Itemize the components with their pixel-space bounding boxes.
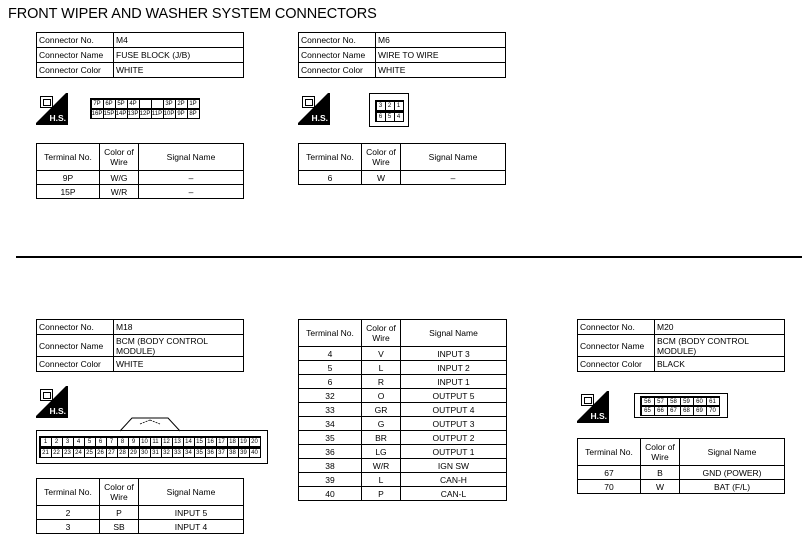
connector-no-value: M6 — [376, 33, 506, 48]
connector-color-label: Connector Color — [37, 357, 114, 372]
connector-pin: 35 — [194, 448, 206, 458]
connector-pin: 6 — [95, 437, 107, 447]
connector-pin: 8 — [117, 437, 129, 447]
connector-pin: 18 — [227, 437, 239, 447]
connector-pin: 3P — [163, 99, 176, 109]
table-row — [299, 347, 507, 361]
connector-pin: 66 — [654, 406, 668, 416]
terminal-no-cell: 6 — [299, 375, 362, 389]
connector-pin: 32 — [161, 448, 173, 458]
wire-color-cell: W/G — [100, 171, 139, 185]
signal-name-cell: CAN-H — [401, 473, 507, 487]
connector-pin: 11 — [150, 437, 162, 447]
connector-pin: 26 — [95, 448, 107, 458]
terminal-no-header: Terminal No. — [578, 439, 641, 466]
table-row — [299, 171, 506, 185]
connector-pin: 16 — [205, 437, 217, 447]
signal-name-header: Signal Name — [680, 439, 785, 466]
wire-color-cell: BR — [362, 431, 401, 445]
connector-pin: 6P — [103, 99, 116, 109]
terminal-no-cell: 5 — [299, 361, 362, 375]
connector-info-m6 — [298, 32, 506, 78]
connector-pin: 69 — [693, 406, 707, 416]
connector-pin: 1P — [187, 99, 200, 109]
connector-pin: 7 — [106, 437, 118, 447]
table-row — [299, 403, 507, 417]
connector-pin: 27 — [106, 448, 118, 458]
wire-color-cell: P — [100, 506, 139, 520]
connector-pin: 36 — [205, 448, 217, 458]
connector-no-value: M4 — [114, 33, 244, 48]
terminal-no-header: Terminal No. — [299, 144, 362, 171]
wire-color-cell: W/R — [100, 185, 139, 199]
connector-pin: 37 — [216, 448, 228, 458]
connector-pin: 29 — [128, 448, 140, 458]
connector-pin: 31 — [150, 448, 162, 458]
hs-icon: H.S. — [577, 391, 609, 423]
connector-face-m18-bottom — [39, 447, 261, 458]
terminal-no-cell: 32 — [299, 389, 362, 403]
connector-pin: 5P — [115, 99, 128, 109]
connector-pin: 10P — [163, 110, 175, 117]
signal-name-cell: IGN SW — [401, 459, 507, 473]
wire-color-cell: G — [362, 417, 401, 431]
signal-name-cell: OUTPUT 3 — [401, 417, 507, 431]
signal-name-header: Signal Name — [139, 144, 244, 171]
connector-pin: 70 — [706, 406, 720, 416]
signal-name-cell: INPUT 4 — [139, 520, 244, 534]
connector-pin: 15P — [103, 110, 115, 117]
connector-pin: 11P — [151, 110, 163, 117]
connector-name-value: FUSE BLOCK (J/B) — [114, 48, 244, 63]
signal-name-cell: INPUT 5 — [139, 506, 244, 520]
connector-pin: 33 — [172, 448, 184, 458]
connector-name-label: Connector Name — [37, 335, 114, 357]
connector-pin: 14 — [183, 437, 195, 447]
connector-pin: 58 — [667, 397, 681, 407]
connector-color-value: WHITE — [114, 357, 244, 372]
connector-pin: 10 — [139, 437, 151, 447]
connector-color-value: WHITE — [114, 63, 244, 78]
connector-pin: 2 — [385, 101, 395, 111]
signal-name-cell: BAT (F/L) — [680, 480, 785, 494]
connector-pin: 59 — [680, 397, 694, 407]
table-row — [578, 466, 785, 480]
connector-name-label: Connector Name — [578, 335, 655, 357]
connector-no-label: Connector No. — [578, 320, 655, 335]
wire-color-header: Color of Wire — [100, 479, 139, 506]
signal-table-m6 — [298, 143, 506, 185]
connector-pin: 1 — [40, 437, 52, 447]
connector-name-value: WIRE TO WIRE — [376, 48, 506, 63]
terminal-no-cell: 36 — [299, 445, 362, 459]
terminal-no-cell: 6 — [299, 171, 362, 185]
table-row — [37, 520, 244, 534]
connector-latch-m18 — [118, 416, 182, 432]
connector-name-value: BCM (BODY CONTROL MODULE) — [655, 335, 785, 357]
connector-name-value: BCM (BODY CONTROL MODULE) — [114, 335, 244, 357]
connector-pin: 68 — [680, 406, 694, 416]
connector-color-label: Connector Color — [578, 357, 655, 372]
connector-pin: 61 — [706, 397, 720, 407]
connector-pin: 8P — [187, 109, 200, 119]
connector-face-m6 — [375, 100, 404, 111]
signal-name-cell: OUTPUT 2 — [401, 431, 507, 445]
table-row — [37, 171, 244, 185]
page-title: FRONT WIPER AND WASHER SYSTEM CONNECTORS — [8, 6, 377, 22]
hs-icon: H.S. — [36, 386, 68, 418]
wire-color-cell: B — [641, 466, 680, 480]
connector-pin: 5 — [385, 112, 395, 122]
wire-color-cell: SB — [100, 520, 139, 534]
connector-pin: 16P — [91, 110, 103, 117]
table-row — [299, 459, 507, 473]
table-row — [299, 431, 507, 445]
connector-pin: 6 — [376, 112, 386, 122]
connector-pin: 2P — [175, 99, 188, 109]
connector-pin: 60 — [693, 397, 707, 407]
signal-name-cell: – — [401, 171, 506, 185]
wire-color-cell: R — [362, 375, 401, 389]
terminal-no-cell: 15P — [37, 185, 100, 199]
connector-color-label: Connector Color — [37, 63, 114, 78]
connector-pin: 30 — [139, 448, 151, 458]
terminal-no-cell: 40 — [299, 487, 362, 501]
connector-pin: 56 — [641, 397, 655, 407]
hs-icon: H.S. — [36, 93, 68, 125]
section-divider — [16, 256, 802, 258]
connector-pin: 57 — [654, 397, 668, 407]
connector-pin: 65 — [641, 406, 655, 416]
table-row — [299, 473, 507, 487]
signal-name-header: Signal Name — [401, 320, 507, 347]
connector-pin: 38 — [227, 448, 239, 458]
terminal-no-header: Terminal No. — [37, 479, 100, 506]
connector-face-m4-bottom — [90, 108, 200, 119]
terminal-no-cell: 34 — [299, 417, 362, 431]
connector-no-label: Connector No. — [37, 33, 114, 48]
wire-color-cell: L — [362, 361, 401, 375]
terminal-no-cell: 33 — [299, 403, 362, 417]
wire-color-cell: L — [362, 473, 401, 487]
connector-no-value: M18 — [114, 320, 244, 335]
terminal-no-header: Terminal No. — [299, 320, 362, 347]
signal-name-cell: OUTPUT 4 — [401, 403, 507, 417]
connector-pin: 20 — [249, 437, 261, 447]
connector-color-value: BLACK — [655, 357, 785, 372]
connector-pin: 24 — [73, 448, 85, 458]
connector-pin: 34 — [183, 448, 195, 458]
terminal-no-header: Terminal No. — [37, 144, 100, 171]
signal-name-header: Signal Name — [139, 479, 244, 506]
connector-pin: 67 — [667, 406, 681, 416]
connector-info-m20 — [577, 319, 785, 372]
connector-pin: 3 — [62, 437, 74, 447]
table-row — [299, 417, 507, 431]
connector-pin: 40 — [249, 448, 261, 458]
signal-name-cell: INPUT 2 — [401, 361, 507, 375]
terminal-no-cell: 2 — [37, 506, 100, 520]
connector-no-label: Connector No. — [37, 320, 114, 335]
connector-pin: 7P — [91, 99, 104, 109]
connector-pin: 13 — [172, 437, 184, 447]
terminal-no-cell: 70 — [578, 480, 641, 494]
wire-color-header: Color of Wire — [362, 320, 401, 347]
table-row — [299, 361, 507, 375]
table-row — [299, 389, 507, 403]
wire-color-header: Color of Wire — [362, 144, 401, 171]
signal-name-cell: INPUT 1 — [401, 375, 507, 389]
connector-pin: 9P — [175, 109, 188, 119]
connector-pin: 4 — [394, 112, 404, 122]
connector-pin: 5 — [84, 437, 96, 447]
connector-pin: 14P — [115, 110, 127, 117]
signal-table-m4 — [36, 143, 244, 199]
connector-pin: 21 — [40, 448, 52, 458]
wire-color-cell: P — [362, 487, 401, 501]
connector-pin: 22 — [51, 448, 63, 458]
connector-pin: 4P — [127, 99, 140, 109]
connector-face-m6-bottom — [375, 111, 404, 122]
terminal-no-cell: 9P — [37, 171, 100, 185]
wire-color-cell: V — [362, 347, 401, 361]
wire-color-header: Color of Wire — [100, 144, 139, 171]
table-row — [37, 506, 244, 520]
connector-info-m4 — [36, 32, 244, 78]
connector-pin: 4 — [73, 437, 85, 447]
signal-name-cell: INPUT 3 — [401, 347, 507, 361]
wire-color-cell: LG — [362, 445, 401, 459]
wire-color-cell: GR — [362, 403, 401, 417]
connector-pin: 23 — [62, 448, 74, 458]
connector-pin: 39 — [238, 448, 250, 458]
connector-name-label: Connector Name — [299, 48, 376, 63]
signal-name-cell: – — [139, 171, 244, 185]
connector-color-value: WHITE — [376, 63, 506, 78]
table-row — [299, 487, 507, 501]
terminal-no-cell: 35 — [299, 431, 362, 445]
table-row — [37, 185, 244, 199]
signal-name-cell: – — [139, 185, 244, 199]
table-row — [299, 375, 507, 389]
wire-color-cell: W — [362, 171, 401, 185]
connector-color-label: Connector Color — [299, 63, 376, 78]
terminal-no-cell: 38 — [299, 459, 362, 473]
connector-no-value: M20 — [655, 320, 785, 335]
wire-color-cell: O — [362, 389, 401, 403]
connector-pin: 19 — [238, 437, 250, 447]
signal-table-m20 — [577, 438, 785, 494]
terminal-no-cell: 39 — [299, 473, 362, 487]
connector-face-m18 — [39, 436, 261, 447]
signal-name-cell: OUTPUT 1 — [401, 445, 507, 459]
connector-pin: 12 — [161, 437, 173, 447]
wire-color-cell: W/R — [362, 459, 401, 473]
terminal-no-cell: 4 — [299, 347, 362, 361]
signal-table-m18-continued — [298, 319, 507, 501]
wire-color-cell: W — [641, 480, 680, 494]
wire-color-header: Color of Wire — [641, 439, 680, 466]
connector-pin: 13P — [127, 110, 139, 117]
connector-no-label: Connector No. — [299, 33, 376, 48]
signal-name-cell: CAN-L — [401, 487, 507, 501]
terminal-no-cell: 67 — [578, 466, 641, 480]
signal-name-cell: OUTPUT 5 — [401, 389, 507, 403]
connector-name-label: Connector Name — [37, 48, 114, 63]
connector-pin: 3 — [376, 101, 386, 111]
table-row — [299, 445, 507, 459]
signal-name-cell: GND (POWER) — [680, 466, 785, 480]
connector-pin: 25 — [84, 448, 96, 458]
connector-pin: 28 — [117, 448, 129, 458]
table-row — [578, 480, 785, 494]
terminal-no-cell: 3 — [37, 520, 100, 534]
connector-face-m20-bottom — [640, 405, 720, 416]
connector-pin: 1 — [394, 101, 404, 111]
connector-pin: 17 — [216, 437, 228, 447]
connector-info-m18 — [36, 319, 244, 372]
connector-pin: 12P — [139, 110, 151, 117]
connector-pin: 9 — [128, 437, 140, 447]
connector-pin: 15 — [194, 437, 206, 447]
signal-table-m18 — [36, 478, 244, 534]
signal-name-header: Signal Name — [401, 144, 506, 171]
hs-icon: H.S. — [298, 93, 330, 125]
connector-pin: 2 — [51, 437, 63, 447]
